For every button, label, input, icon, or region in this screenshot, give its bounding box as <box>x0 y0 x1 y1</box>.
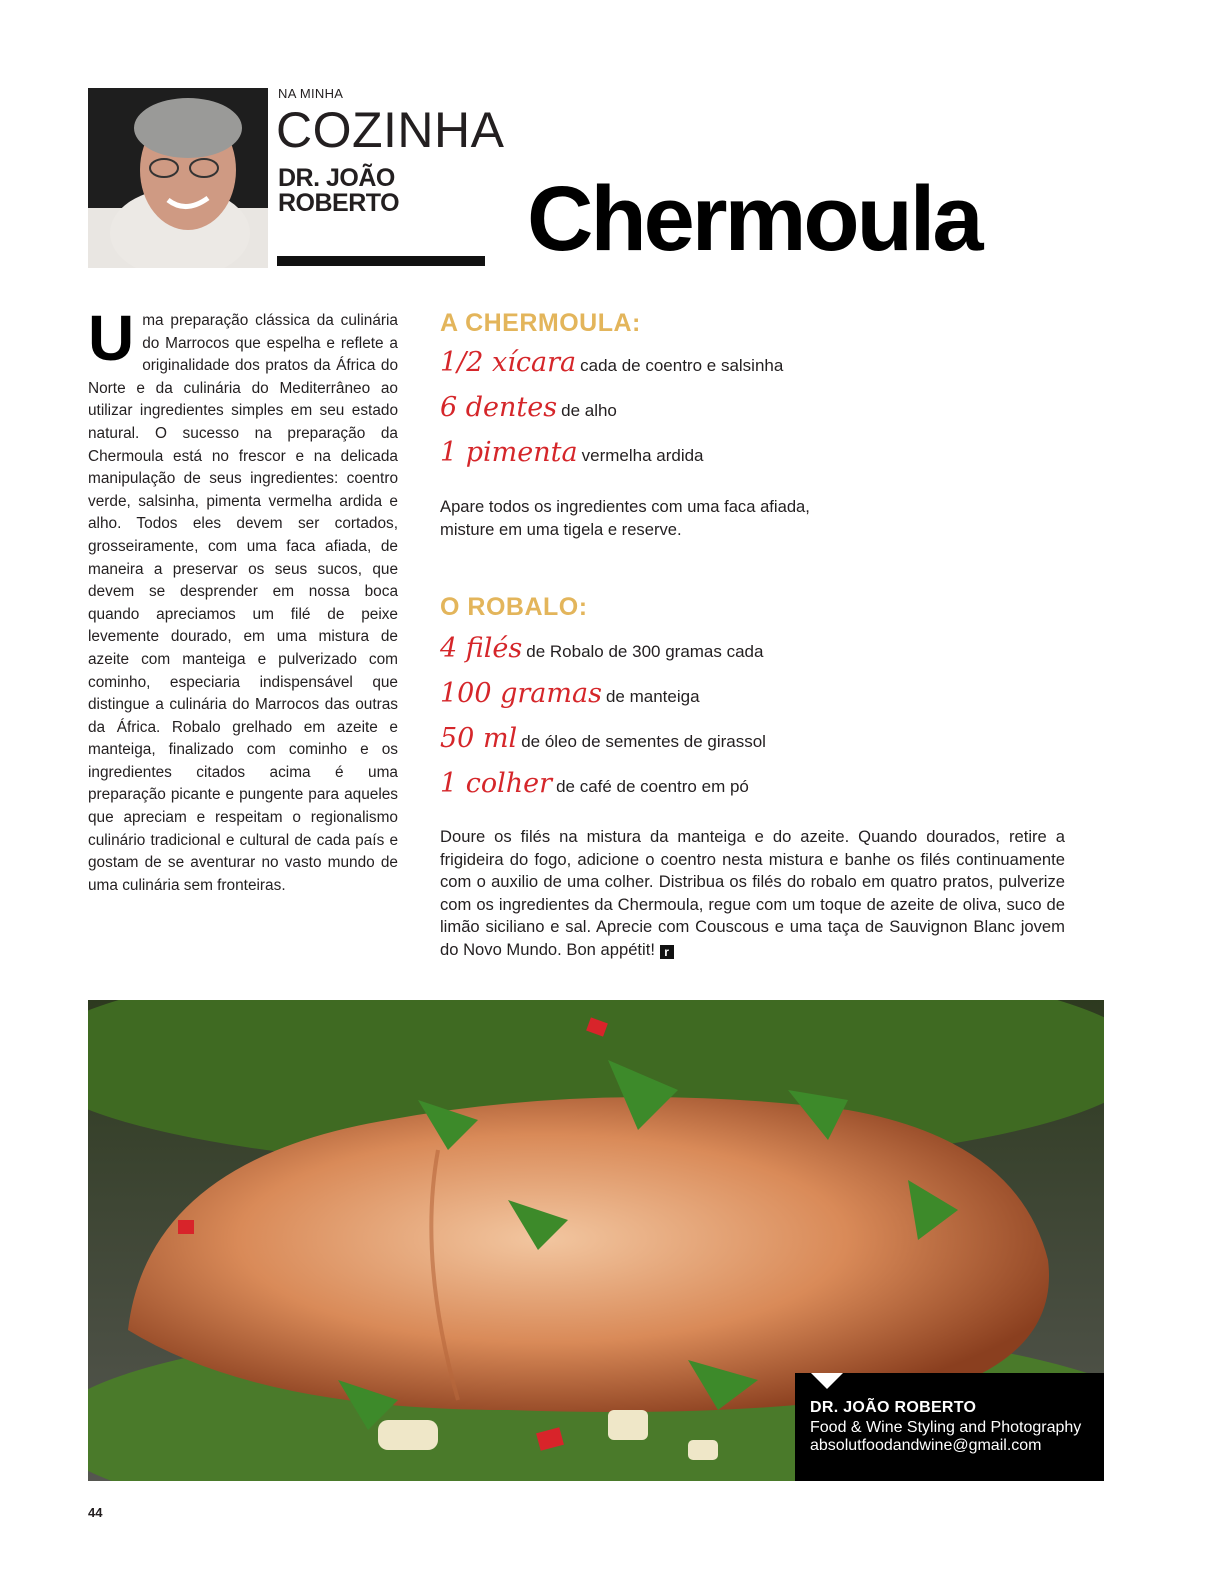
article-title: Chermoula <box>527 168 981 270</box>
robalo-method-text: Doure os filés na mistura da manteiga e do azeite. Quando dourados, retire a frigideira do fogo, adicione o coentro nesta mistura e banhe os filés continuamente com o auxilio de uma colher. Distribua os filés do robalo em quatro pratos, pulverize com os ingredientes da Chermoula, regue com um toque de azeite de oliva, suco de limão siciliano e sal. Aprecie com Couscous e uma taça de Sauvignon Blanc jovem do Novo Mundo. Bon appétit! <box>440 827 1065 959</box>
ingredient-qty: 100 gramas <box>440 678 602 709</box>
photo-caption <box>795 1373 1104 1481</box>
author-name-line1: DR. JOÃO <box>278 164 395 192</box>
section-title: COZINHA <box>276 102 505 158</box>
ingredient-desc: de manteiga <box>605 687 700 706</box>
ingredient-desc: de Robalo de 300 gramas cada <box>526 642 764 661</box>
end-mark-icon: r <box>660 945 674 959</box>
caption-email: absolutfoodandwine@gmail.com <box>810 1437 1042 1454</box>
ingredient-item <box>440 437 1065 482</box>
section-kicker: NA MINHA <box>278 86 344 101</box>
chermoula-ingredients <box>440 347 1065 482</box>
ingredient-item <box>440 768 1065 813</box>
ingredient-qty: 50 ml <box>440 723 518 754</box>
ingredient-qty: 4 filés <box>440 633 523 664</box>
ingredient-item <box>440 723 1065 768</box>
ingredient-qty: 1 colher <box>440 768 553 799</box>
chermoula-heading: A CHERMOULA: <box>440 309 641 337</box>
ingredient-qty: 6 dentes <box>440 392 558 423</box>
header-rule <box>277 256 485 266</box>
robalo-method <box>440 826 1065 962</box>
ingredient-qty: 1/2 xícara <box>440 347 577 378</box>
caption-name: DR. JOÃO ROBERTO <box>810 1399 977 1416</box>
ingredient-desc: de café de coentro em pó <box>556 777 749 796</box>
ingredient-item <box>440 392 1065 437</box>
ingredient-item <box>440 678 1065 723</box>
ingredient-item <box>440 347 1065 392</box>
author-portrait <box>88 88 268 268</box>
ingredient-desc: de alho <box>561 401 617 420</box>
ingredient-item <box>440 633 1065 678</box>
drop-cap: U <box>88 302 135 374</box>
ingredient-desc: de óleo de sementes de girassol <box>521 732 766 751</box>
chermoula-method: Apare todos os ingredientes com uma faca afiada, misture em uma tigela e reserve. <box>440 497 810 539</box>
intro-text <box>88 302 398 897</box>
ingredient-desc: vermelha ardida <box>581 446 704 465</box>
robalo-heading: O ROBALO: <box>440 593 588 621</box>
caption-arrow-icon <box>811 1373 843 1389</box>
ingredient-qty: 1 pimenta <box>440 437 578 468</box>
page-number: 44 <box>88 1505 103 1520</box>
robalo-ingredients <box>440 633 1065 813</box>
caption-role: Food & Wine Styling and Photography <box>810 1419 1082 1436</box>
ingredient-desc: cada de coentro e salsinha <box>580 356 784 375</box>
author-name-line2: ROBERTO <box>278 189 400 217</box>
intro-body: ma preparação clássica da culinária do Marrocos que espelha e reflete a originalidade dos pratos da África do Norte e da culinária do Mediterrâneo ao utilizar ingredientes simples em seu estado natural. O sucesso na preparação da Chermoula está no frescor e na delicada manipulação de seus ingredientes: coentro verde, salsinha, pimenta vermelha ardida e alho. Todos eles devem ser cortados, grosseiramente, com uma faca afiada, de maneira a preservar os seus sucos, que devem se desprender em nossa boca quando apreciamos um filé de peixe levemente dourado, em uma mistura de azeite com manteiga e pulverizado com cominho, especiaria indispensável que distingue a culinária do Marrocos das outras da África. Robalo grelhado em azeite e manteiga, finalizado com cominho e os ingredientes citados acima é uma preparação picante e pungente para aqueles que apreciam e respeitam o regionalismo culinário tradicional e cultural de cada país e gostam de se aventurar no vasto mundo de uma culinária sem fronteiras. <box>88 312 398 894</box>
